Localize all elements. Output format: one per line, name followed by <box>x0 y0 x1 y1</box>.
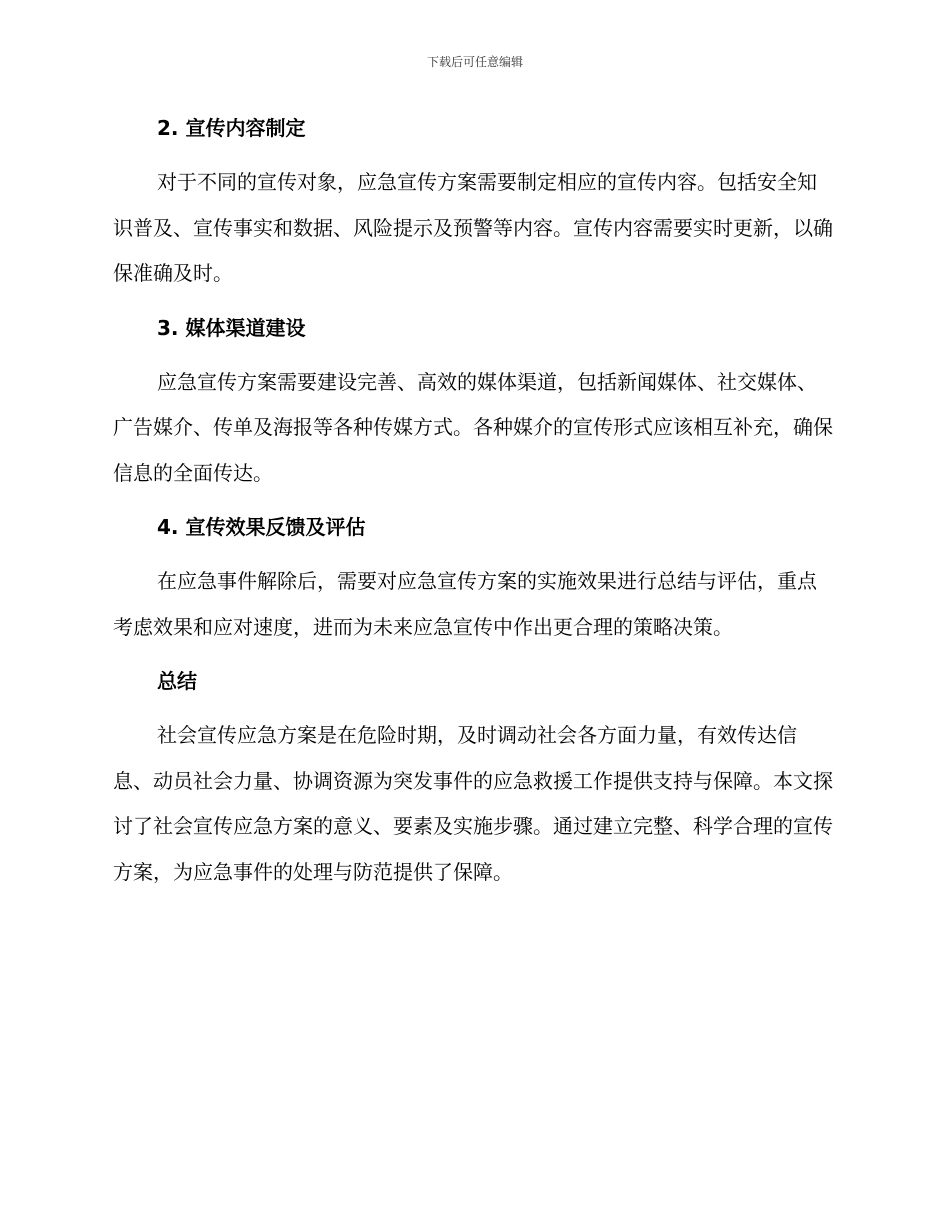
section-paragraph-media: 应急宣传方案需要建设完善、高效的媒体渠道，包括新闻媒体、社交媒体、广告媒介、传单及海报等各种传媒方式。各种媒介的宣传形式应该相互补充，确保信息的全面传达。 <box>113 369 833 485</box>
section-paragraph-content: 对于不同的宣传对象，应急宣传方案需要制定相应的宣传内容。包括安全知识普及、宣传事实和数据、风险提示及预警等内容。宣传内容需要实时更新，以确保准确及时。 <box>113 170 833 285</box>
document-body <box>113 112 835 895</box>
section-heading-evaluation: 4. 宣传效果反馈及评估 <box>157 515 366 539</box>
section-heading-summary: 总结 <box>157 669 197 693</box>
section-paragraph-summary: 社会宣传应急方案是在危险时期，及时调动社会各方面力量，有效传达信息、动员社会力量、协调资源为突发事件的应急救援工作提供支持与保障。本文探讨了社会宣传应急方案的意义、要素及实施步骤。通过建立完整、科学合理的宣传方案，为应急事件的处理与防范提供了保障。 <box>113 723 833 884</box>
section-heading-media: 3. 媒体渠道建设 <box>157 315 306 340</box>
section-paragraph-evaluation: 在应急事件解除后，需要对应急宣传方案的实施效果进行总结与评估，重点考虑效果和应对速度，进而为未来应急宣传中作出更合理的策略决策。 <box>113 569 817 639</box>
header-note: 下载后可任意编辑 <box>426 55 523 69</box>
section-heading-content: 2. 宣传内容制定 <box>157 116 306 140</box>
